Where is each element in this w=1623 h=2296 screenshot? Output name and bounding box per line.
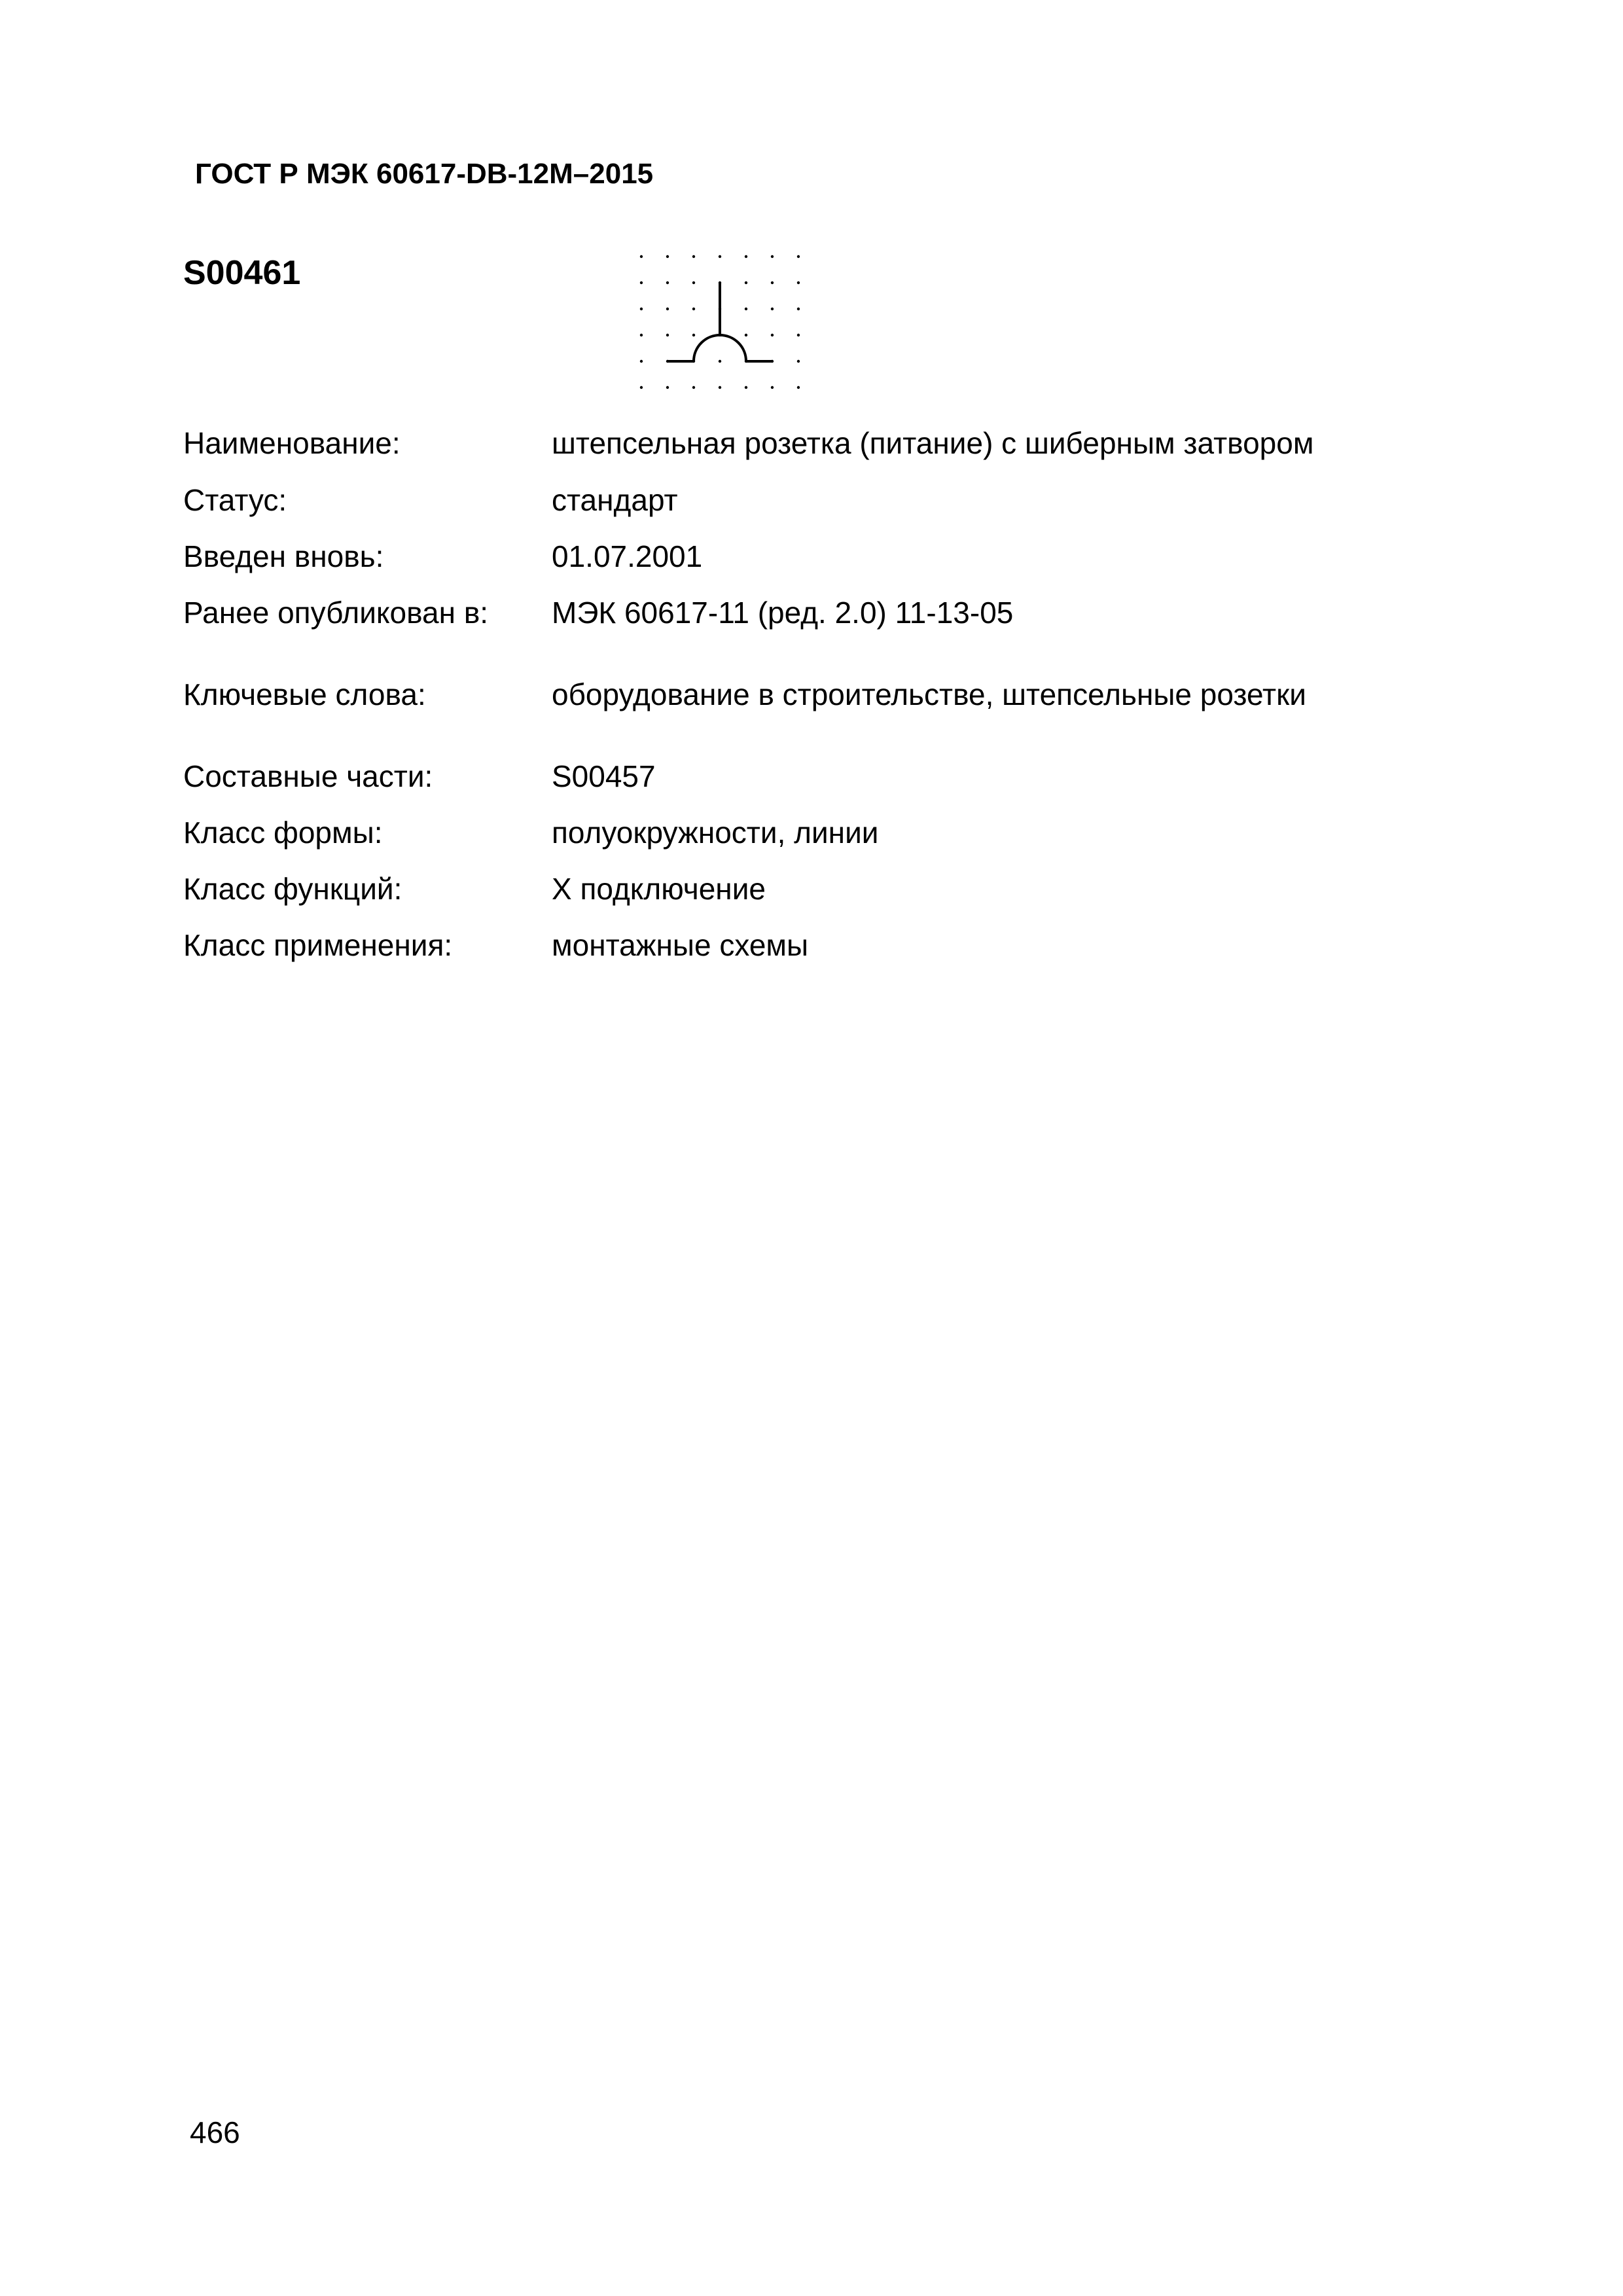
property-value: штепсельная розетка (питание) с шиберным затвором [552,426,1314,460]
property-label: Статус: [183,483,287,517]
property-value: монтажные схемы [552,928,809,962]
socket-outlet-with-shutter-symbol [625,245,815,409]
property-label: Класс формы: [183,816,383,850]
grid-dot [719,360,721,363]
grid-dot [797,334,800,336]
grid-dot [666,334,669,336]
grid-dot [640,255,643,258]
grid-dot [640,386,643,389]
grid-dot [771,281,774,284]
grid-dot [692,386,695,389]
grid-dot [745,308,747,310]
property-value: стандарт [552,483,678,517]
grid-dot [666,386,669,389]
property-value: МЭК 60617-11 (ред. 2.0) 11-13-05 [552,596,1014,630]
property-value: 01.07.2001 [552,539,703,573]
grid-dot [771,308,774,310]
property-value: оборудование в строительстве, штепсельные розетки [552,677,1306,711]
grid-dot [692,281,695,284]
symbol-code: S00461 [183,254,301,292]
grid-dot [797,360,800,363]
grid-dot [640,360,643,363]
grid-dot [719,255,721,258]
grid-dot [666,308,669,310]
page-number: 466 [190,2115,240,2149]
symbol-strokes [668,283,772,361]
grid-dot [797,386,800,389]
grid-dot [771,255,774,258]
property-label: Ранее опубликован в: [183,596,489,630]
grid-dot [797,308,800,310]
grid-dot [719,386,721,389]
grid-dot [797,281,800,284]
grid-dot [745,255,747,258]
property-value: X подключение [552,872,766,906]
property-value: S00457 [552,759,656,793]
property-value: полуокружности, линии [552,816,879,850]
property-label: Наименование: [183,426,401,460]
grid-dot [771,334,774,336]
grid-dot [692,308,695,310]
grid-dot [640,334,643,336]
grid-dot [692,334,695,336]
property-label: Ключевые слова: [183,677,426,711]
grid-dot [666,281,669,284]
property-label: Класс функций: [183,872,402,906]
grid-dot [692,255,695,258]
grid-dot [666,255,669,258]
grid-dot [797,255,800,258]
property-label: Класс применения: [183,928,453,962]
grid-dot [745,281,747,284]
property-label: Составные части: [183,759,433,793]
grid-dot [771,386,774,389]
grid-dot [640,281,643,284]
grid-dot [745,334,747,336]
grid-dot [745,386,747,389]
property-label: Введен вновь: [183,539,384,573]
standard-header: ГОСТ Р МЭК 60617-DB-12M–2015 [195,158,654,190]
semicircle-shutter [694,335,746,361]
grid-dot [640,308,643,310]
